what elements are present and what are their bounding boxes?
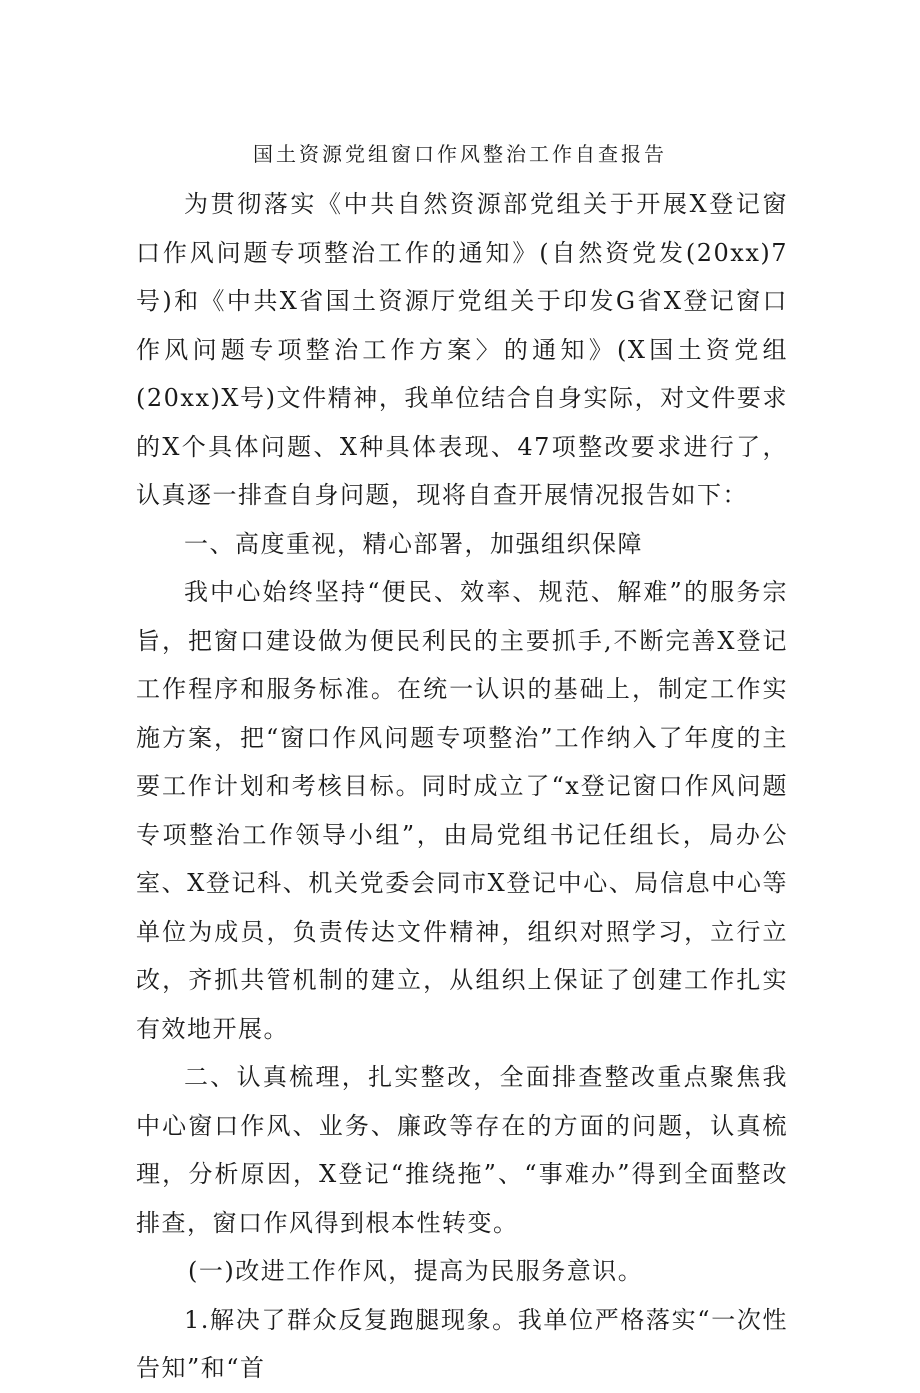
document-title: 国土资源党组窗口作风整治工作自查报告 <box>253 142 667 166</box>
paragraph-section-2: 二、认真梳理，扎实整改，全面排查整改重点聚焦我中心窗口作风、业务、廉政等存在的方面的问题，认真梳理，分析原因，X登记“推绕拖”、“事难办”得到全面整改排查，窗口作风得到根本性转变。 <box>136 1063 788 1237</box>
subsection-heading-1: (一)改进工作作风，提高为民服务意识。 <box>188 1257 644 1285</box>
paragraph-item-1: 1.解决了群众反复跑腿现象。我单位严格落实“一次性告知”和“首 <box>136 1305 788 1382</box>
paragraph-section-1: 我中心始终坚持“便民、效率、规范、解难”的服务宗旨，把窗口建设做为便民利民的主要抓手,不断完善X登记工作程序和服务标准。在统一认识的基础上，制定工作实施方案，把“窗口作风问题专项整治”工作纳入了年度的主要工作计划和考核目标。同时成立了“x登记窗口作风问题专项整治工作领导小组”，由局党组书记任组长，局办公室、X登记科、机关党委会同市X登记中心、局信息中心等单位为成员，负责传达文件精神，组织对照学习，立行立改，齐抓共管机制的建立，从组织上保证了创建工作扎实有效地开展。 <box>136 578 788 1043</box>
paragraph-intro: 为贯彻落实《中共自然资源部党组关于开展X登记窗口作风问题专项整治工作的通知》(自然资党发(20xx)7号)和《中共X省国土资源厅党组关于印发G省X登记窗口作风问题专项整治工作方案〉的通知》(X国土资党组(20xx)X号)文件精神，我单位结合自身实际，对文件要求的X个具体问题、X种具体表现、47项整改要求进行了，认真逐一排查自身问题，现将自查开展情况报告如下： <box>136 190 788 509</box>
document-body <box>136 180 788 1393</box>
section-heading-1: 一、高度重视，精心部署，加强组织保障 <box>184 529 643 558</box>
